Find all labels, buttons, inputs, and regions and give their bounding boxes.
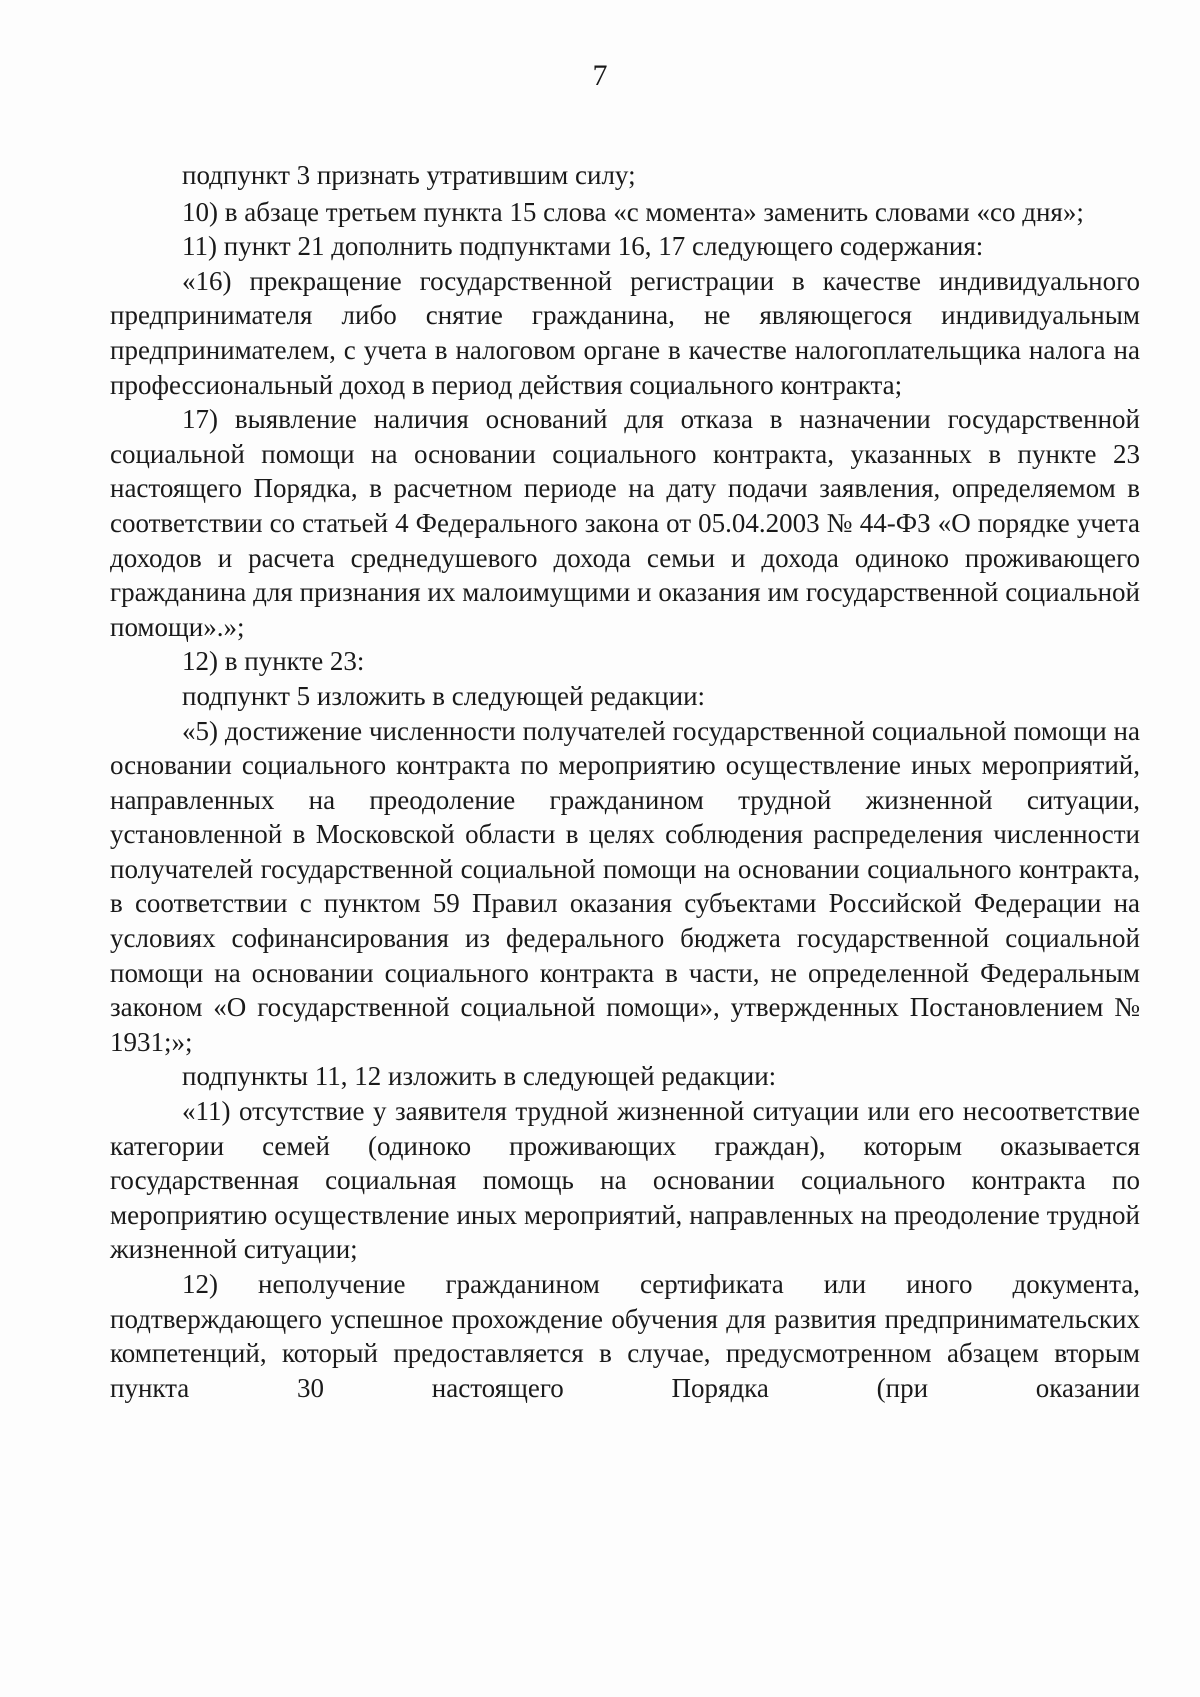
paragraph-subpoint-17: 17) выявление наличия оснований для отказа в назначении государственной социальной помощи на основании социального контракта, указанных в пункте 23 настоящего Порядка, в расчетном периоде на дату подачи заявления, определяемом в соответствии со статьей 4 Федерального закона от 05.04.2003 № 44-ФЗ «О порядке учета доходов и расчета среднедушевого дохода семьи и дохода одиноко проживающего гражданина для признания их малоимущими и оказания им государственной социальной помощи».»; [110, 404, 1140, 642]
document-body [110, 158, 1140, 1405]
page-number: 7 [592, 59, 608, 92]
paragraph-subpoints-11-12-intro: подпункты 11, 12 изложить в следующей редакции: [182, 1061, 777, 1092]
paragraph-subpoint-11: «11) отсутствие у заявителя трудной жизненной ситуации или его несоответствие категории семей (одиноко проживающих граждан), которым оказывается государственная социальная помощь на основании социального контракта по мероприятию осуществление иных мероприятий, направленных на преодоление трудной жизненной ситуации; [110, 1096, 1140, 1265]
paragraph-item-12: 12) в пункте 23: [182, 646, 365, 677]
paragraph-item-10: 10) в абзаце третьем пункта 15 слова «с момента» заменить словами «со дня»; [182, 196, 1084, 227]
paragraph-item-11: 11) пункт 21 дополнить подпунктами 16, 17 следующего содержания: [182, 231, 984, 262]
paragraph-subpoint-5-intro: подпункт 5 изложить в следующей редакции: [182, 680, 706, 711]
paragraph-subpoint-3-void: подпункт 3 признать утратившим силу; [182, 160, 636, 190]
paragraph-subpoint-16: «16) прекращение государственной регистрации в качестве индивидуального предпринимателя либо снятие гражданина, не являющегося индивидуальным предпринимателем, с учета в налоговом органе в качестве налогоплательщика налога на профессиональный доход в период действия социального контракта; [110, 265, 1140, 400]
paragraph-subpoint-12: 12) неполучение гражданином сертификата или иного документа, подтверждающего успешное прохождение обучения для развития предпринимательских компетенций, который предоставляется в случае, предусмотренном абзацем вторым пункта 30 настоящего Порядка (при оказании [110, 1269, 1140, 1403]
paragraph-subpoint-5: «5) достижение численности получателей государственной социальной помощи на основании социального контракта по мероприятию осуществление иных мероприятий, направленных на преодоление гражданином трудной жизненной ситуации, установленной в Московской области в целях соблюдения распределения численности получателей государственной социальной помощи на основании социального контракта, в соответствии с пунктом 59 Правил оказания субъектами Российской Федерации на условиях софинансирования из федерального бюджета государственной социальной помощи на основании социального контракта в части, не определенной Федеральным законом «О государственной социальной помощи», утвержденных Постановлением № 1931;»; [110, 715, 1140, 1057]
